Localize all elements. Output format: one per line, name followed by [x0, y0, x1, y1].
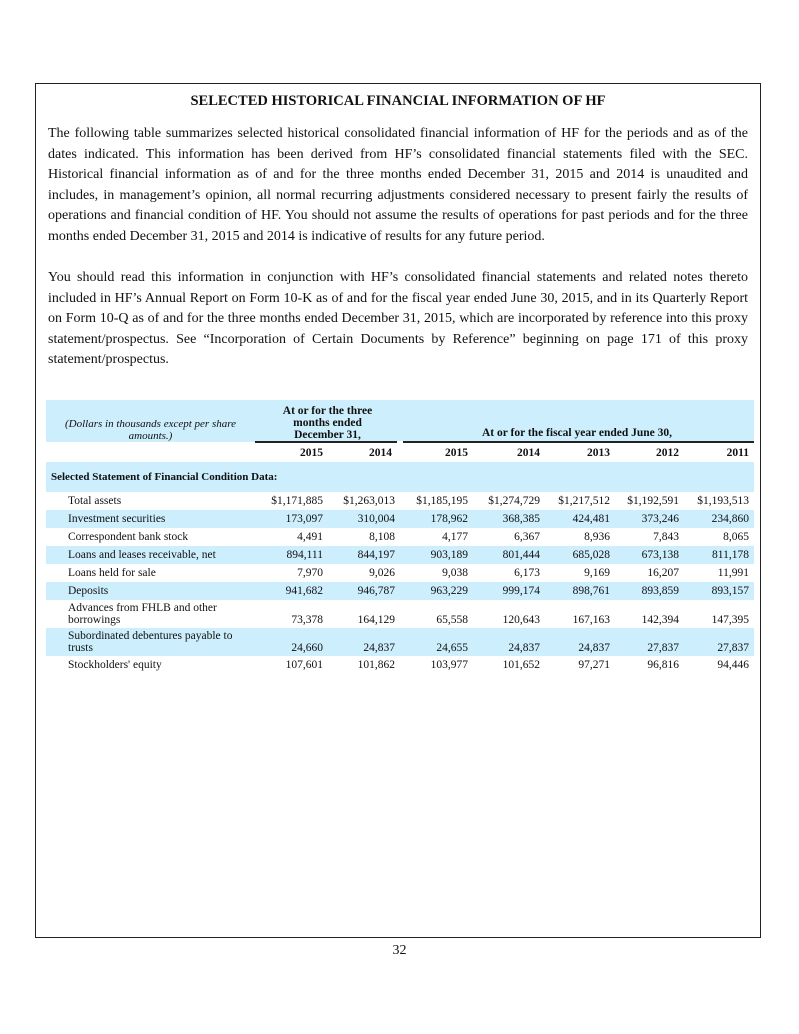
cell-value: 24,837: [508, 642, 540, 654]
cell-value: 94,446: [717, 659, 749, 671]
cell-value: 27,837: [647, 642, 679, 654]
cell-value: 97,271: [578, 659, 610, 671]
row-label: Deposits: [68, 585, 109, 597]
cell-value: 6,367: [514, 531, 540, 543]
cell-value: 16,207: [647, 567, 679, 579]
cell-value: 24,660: [291, 642, 323, 654]
cell-value: 9,169: [584, 567, 610, 579]
cell-value: $1,185,195: [416, 495, 468, 507]
cell-value: 894,111: [286, 549, 323, 561]
cell-value: $1,192,591: [627, 495, 679, 507]
cell-value: 7,843: [653, 531, 679, 543]
table-row: [46, 582, 754, 600]
table-row: [46, 546, 754, 564]
cell-value: 73,378: [291, 614, 323, 626]
section-title: SELECTED HISTORICAL FINANCIAL INFORMATION OF HF: [190, 93, 606, 109]
row-label: Investment securities: [68, 513, 166, 525]
table-row: [46, 600, 754, 628]
cell-value: 120,643: [502, 614, 540, 626]
cell-value: 167,163: [572, 614, 610, 626]
cell-value: 142,394: [641, 614, 679, 626]
page-frame: [35, 83, 761, 938]
page-number: 32: [392, 943, 407, 958]
section-header: Selected Statement of Financial Condition Data:: [51, 471, 278, 483]
table-row: [46, 628, 754, 656]
year-header: 2015: [255, 442, 328, 462]
cell-value: 801,444: [502, 549, 540, 561]
cell-value: 963,229: [430, 585, 468, 597]
cell-value: 893,157: [711, 585, 749, 597]
year-header: 2012: [615, 442, 684, 462]
cell-value: $1,263,013: [343, 495, 395, 507]
cell-value: $1,217,512: [558, 495, 610, 507]
cell-value: $1,274,729: [488, 495, 540, 507]
row-label: Loans held for sale: [68, 567, 156, 579]
cell-value: 946,787: [357, 585, 395, 597]
group-header-fiscal: At or for the fiscal year ended June 30,: [481, 427, 673, 439]
cell-value: 811,178: [712, 549, 749, 561]
cell-value: 310,004: [357, 513, 395, 525]
cell-value: 101,862: [357, 659, 395, 671]
cell-value: 173,097: [285, 513, 323, 525]
cell-value: 65,558: [436, 614, 468, 626]
group-header-quarter: At or for the three months ended December 31,: [282, 405, 373, 441]
cell-value: 147,395: [711, 614, 749, 626]
row-label: Total assets: [68, 495, 122, 507]
table-row: [46, 656, 754, 674]
cell-value: 999,174: [502, 585, 540, 597]
row-label: Correspondent bank stock: [68, 531, 189, 543]
year-header: 2013: [545, 442, 615, 462]
cell-value: 844,197: [357, 549, 395, 561]
table-row: [46, 528, 754, 546]
cell-value: 6,173: [514, 567, 540, 579]
year-header: 2015: [400, 442, 473, 462]
cell-value: 27,837: [717, 642, 749, 654]
cell-value: 373,246: [641, 513, 679, 525]
cell-value: 103,977: [430, 659, 468, 671]
cell-value: 424,481: [572, 513, 610, 525]
cell-value: 8,065: [723, 531, 749, 543]
cell-value: 107,601: [285, 659, 323, 671]
cell-value: $1,193,513: [697, 495, 749, 507]
reference-paragraph: You should read this information in conjunction with HF’s consolidated financial statements and related notes thereto included in HF’s Annual Report on Form 10-K as of and for the fiscal year ended June 30, 2015, and in its Quarterly Report on Form 10-Q as of and for the three months ended December 31, 2015, which are incorporated by reference into this proxy statement/prospectus. See “Incorporation of Certain Documents by Reference” beginning on page 171 of this proxy statement/prospectus.: [48, 270, 748, 368]
cell-value: 101,652: [502, 659, 540, 671]
cell-value: 941,682: [285, 585, 323, 597]
cell-value: 9,026: [369, 567, 395, 579]
table-row: [46, 492, 754, 510]
cell-value: 898,761: [572, 585, 610, 597]
cell-value: $1,171,885: [271, 495, 323, 507]
cell-value: 11,991: [717, 567, 749, 579]
cell-value: 685,028: [572, 549, 610, 561]
cell-value: 24,837: [363, 642, 395, 654]
table-row: [46, 510, 754, 528]
cell-value: 9,038: [442, 567, 468, 579]
table-caption: (Dollars in thousands except per share amounts.): [65, 418, 236, 442]
cell-value: 234,860: [711, 513, 749, 525]
year-header: 2011: [684, 442, 754, 462]
cell-value: 7,970: [297, 567, 323, 579]
cell-value: 24,837: [578, 642, 610, 654]
cell-value: 24,655: [436, 642, 468, 654]
cell-value: 4,177: [442, 531, 468, 543]
cell-value: 8,108: [369, 531, 395, 543]
cell-value: 368,385: [502, 513, 540, 525]
row-label: Subordinated debentures payable to trusts: [68, 630, 233, 654]
year-header: 2014: [473, 442, 545, 462]
cell-value: 4,491: [297, 531, 323, 543]
cell-value: 96,816: [647, 659, 679, 671]
cell-value: 903,189: [430, 549, 468, 561]
financial-table: [46, 400, 754, 674]
cell-value: 673,138: [641, 549, 679, 561]
table-row: [46, 564, 754, 582]
cell-value: 8,936: [584, 531, 610, 543]
intro-paragraph: The following table summarizes selected historical consolidated financial information of HF for the periods and as of the dates indicated. This information has been derived from HF’s consolidated financial statements filed with the SEC. Historical financial information as of and for the three months ended December 31, 2015 and 2014 is unaudited and includes, in management’s opinion, all normal recurring adjustments considered necessary to present fairly the results of operations and financial condition of HF. You should not assume the results of operations for past periods and for the three months ended December 31, 2015 and 2014 is indicative of results for any future period.: [48, 126, 748, 244]
cell-value: 178,962: [430, 513, 468, 525]
year-header: 2014: [328, 442, 400, 462]
row-label: Loans and leases receivable, net: [68, 549, 216, 561]
cell-value: 164,129: [357, 614, 395, 626]
cell-value: 893,859: [641, 585, 679, 597]
row-label: Stockholders' equity: [68, 659, 162, 671]
row-label: Advances from FHLB and other borrowings: [68, 602, 217, 626]
